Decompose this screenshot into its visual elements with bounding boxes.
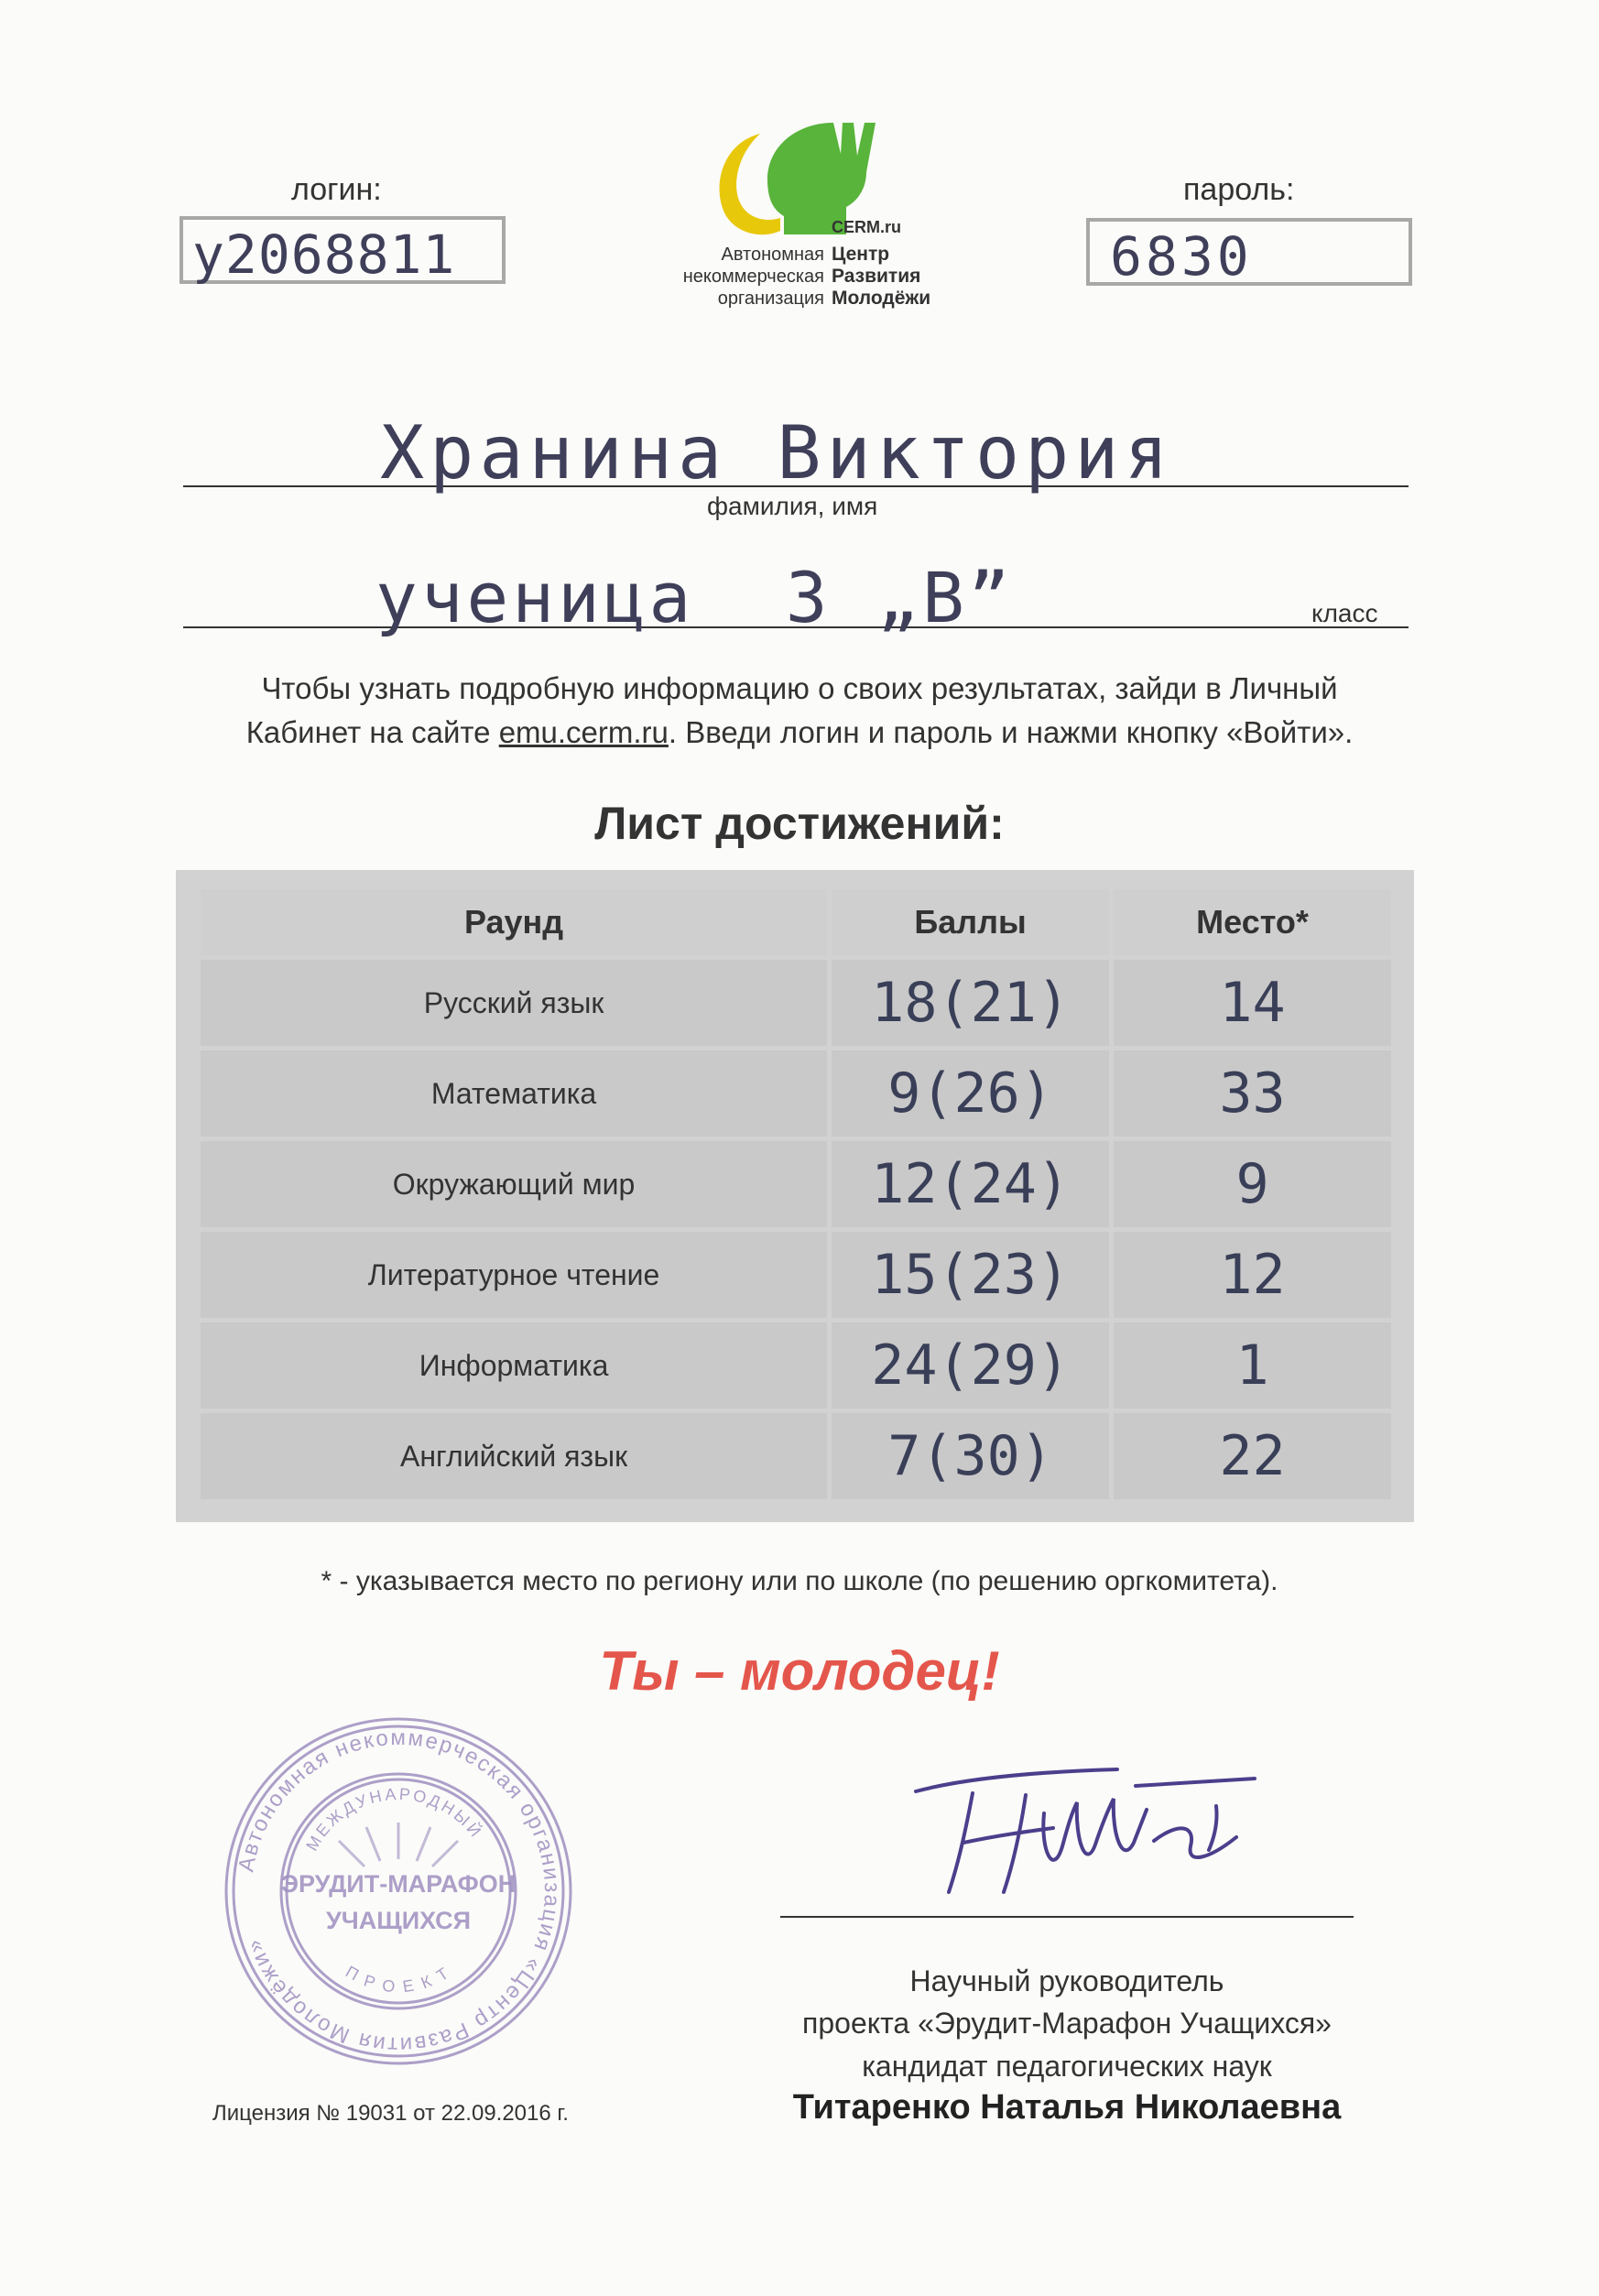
table-row: [201, 1050, 1391, 1137]
table-row: [201, 960, 1391, 1046]
achievements-table: [196, 885, 1396, 1504]
achievements-heading: Лист достижений:: [594, 798, 1005, 849]
place-cell: 22: [1114, 1413, 1391, 1499]
stamp-line1: ЭРУДИТ-МАРАФОН: [280, 1870, 517, 1898]
login-value: у2068811: [192, 223, 456, 286]
logo-org-text: [650, 244, 824, 310]
student-class: ученица 3 „В”: [375, 557, 1014, 638]
place-cell: 33: [1114, 1050, 1391, 1137]
signatory-line: Научный руководитель: [909, 1964, 1224, 1997]
logo-name-line: Развития: [832, 266, 921, 287]
score-cell: 7(30): [832, 1413, 1109, 1499]
score-cell: 9(26): [832, 1050, 1109, 1137]
info-line: Чтобы узнать подробную информацию о своих результатах, зайди в Личный: [261, 671, 1338, 705]
score-cell: 18(21): [832, 960, 1109, 1046]
signatory-name: Титаренко Наталья Николаевна: [792, 2088, 1342, 2127]
place-cell: 12: [1114, 1232, 1391, 1318]
footnote: * - указывается место по региону или по школе (по решению оргкомитета).: [321, 1566, 1278, 1596]
password-label: пароль:: [1183, 172, 1295, 207]
stamp-seal-icon: [220, 1713, 577, 2070]
round-cell: Русский язык: [201, 960, 827, 1046]
login-label: логин:: [291, 172, 382, 207]
table-row: [201, 1141, 1391, 1227]
class-caption: класс: [1311, 599, 1378, 627]
round-cell: Окружающий мир: [201, 1141, 827, 1227]
logo-site: CERM.ru: [832, 218, 901, 236]
score-cell: 12(24): [832, 1141, 1109, 1227]
login-box: [179, 216, 506, 284]
header-place: Место*: [1114, 889, 1391, 955]
cabinet-link[interactable]: emu.cerm.ru: [498, 714, 669, 749]
logo-name-line: Молодёжи: [832, 288, 931, 309]
stamp-outer-text: Автономная некоммерческая организация «Центр Развития Молодёжи»: [234, 1725, 565, 2058]
header-score: Баллы: [832, 889, 1109, 955]
signatory-line: проекта «Эрудит-Марафон Учащихся»: [802, 2007, 1332, 2040]
score-cell: 15(23): [832, 1232, 1109, 1318]
round-cell: Информатика: [201, 1322, 827, 1409]
student-name: Хранина Виктория: [380, 410, 1174, 495]
info-text-part: Кабинет на сайте: [245, 714, 499, 749]
stamp-line2: УЧАЩИХСЯ: [325, 1907, 472, 1934]
place-cell: 14: [1114, 960, 1391, 1046]
license-text: Лицензия № 19031 от 22.09.2016 г.: [212, 2101, 569, 2126]
stamp-inner-bottom: ПРОЕКТ: [342, 1958, 460, 1997]
round-cell: Английский язык: [201, 1413, 827, 1499]
table-header-row: [201, 889, 1391, 955]
info-text-part: . Введи логин и пароль и нажми кнопку «Войти».: [668, 714, 1354, 749]
cerm-logo: [659, 119, 962, 311]
stamp-inner-top: МЕЖДУНАРОДНЫЙ: [302, 1784, 486, 1855]
table-row: [201, 1322, 1391, 1409]
svg-text:ПРОЕКТ: [343, 1959, 460, 1997]
signature-line: [780, 1916, 1354, 1918]
round-cell: Литературное чтение: [201, 1232, 827, 1318]
signatory-line: кандидат педагогических наук: [862, 2049, 1272, 2083]
info-text: [128, 667, 1471, 755]
logo-name-text: [832, 244, 930, 310]
logo-name-line: Центр: [832, 244, 890, 265]
logo-org-line: некоммерческая: [682, 267, 824, 287]
table-row: [201, 1413, 1391, 1499]
name-caption: фамилия, имя: [707, 492, 878, 520]
header-round: Раунд: [201, 889, 827, 955]
round-cell: Математика: [201, 1050, 827, 1137]
logo-org-line: организация: [717, 288, 824, 309]
place-cell: 1: [1114, 1322, 1391, 1409]
table-row: [201, 1232, 1391, 1318]
signatory-block: [689, 1960, 1445, 2087]
info-line: [128, 711, 1471, 755]
praise-text: Ты – молодец!: [599, 1640, 1000, 1702]
place-cell: 9: [1114, 1141, 1391, 1227]
password-box: [1086, 218, 1412, 286]
score-cell: 24(29): [832, 1322, 1109, 1409]
signature-icon: [907, 1758, 1273, 1905]
password-value: 6830: [1110, 225, 1253, 288]
logo-org-line: Автономная: [721, 245, 824, 265]
